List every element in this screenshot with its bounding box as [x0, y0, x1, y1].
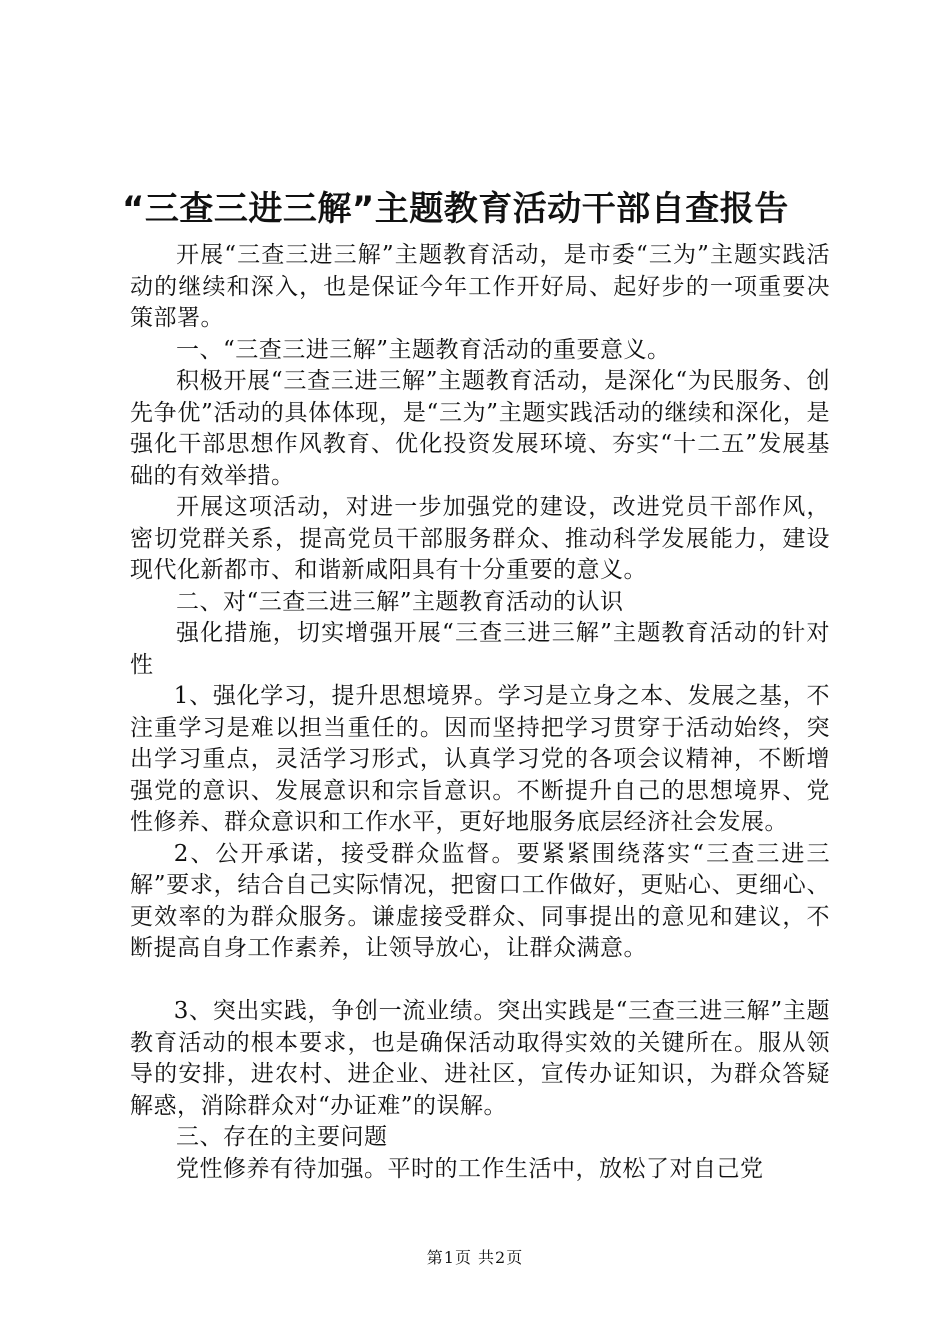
page-footer: 第1页 共2页: [426, 1248, 524, 1267]
intro-paragraph: 开展“三查三进三解”主题教育活动，是市委“三为”主题实践活动的继续和深入，也是保证今年工作开好局、起好步的一项重要决策部署。: [130, 242, 830, 331]
document-page: [122, 186, 830, 1185]
section-2-heading: 二、对“三查三进三解”主题教育活动的认识: [176, 588, 624, 615]
section-1-paragraph-2: 开展这项活动，对进一步加强党的建设，改进党员干部作风，密切党群关系，提高党员干部服务群众、推动科学发展能力，建设现代化新都市、和谐新咸阳具有十分重要的意义。: [130, 494, 830, 583]
item-3-paragraph: 3、突出实践，争创一流业绩。突出实践是“三查三进三解”主题教育活动的根本要求，也是确保活动取得实效的关键所在。服从领导的安排，进农村、进企业、进社区，宣传办证知识，为群众答疑解惑，消除群众对“办证难”的误解。: [130, 998, 830, 1119]
section-2-paragraph-1: 强化措施，切实增强开展“三查三进三解”主题教育活动的针对性: [130, 620, 830, 678]
section-1-paragraph-1: 积极开展“三查三进三解”主题教育活动，是深化“为民服务、创先争优”活动的具体体现，是“三为”主题实践活动的继续和深化，是强化干部思想作风教育、优化投资发展环境、夯实“十二五”发展基础的有效举措。: [130, 368, 830, 489]
blank-line: [130, 965, 830, 997]
document-title: “三查三进三解”主题教育活动干部自查报告: [122, 189, 789, 229]
section-1-heading: 一、“三查三进三解”主题教育活动的重要意义。: [176, 336, 671, 363]
section-3-heading: 三、存在的主要问题: [176, 1124, 388, 1150]
item-2-paragraph: 2、公开承诺，接受群众监督。要紧紧围绕落实“三查三进三解”要求，结合自己实际情况，把窗口工作做好，更贴心、更细心、更效率的为群众服务。谦虚接受群众、同事提出的意见和建议，不断提高自身工作素养，让领导放心，让群众满意。: [130, 840, 830, 961]
item-1-paragraph: 1、强化学习，提升思想境界。学习是立身之本、发展之基，不注重学习是难以担当重任的。因而坚持把学习贯穿于活动始终，突出学习重点，灵活学习形式，认真学习党的各项会议精神，不断增强党的意识、发展意识和宗旨意识。不断提升自己的思想境界、党性修养、群众意识和工作水平，更好地服务底层经济社会发展。: [130, 683, 830, 835]
section-3-paragraph-1: 党性修养有待加强。平时的工作生活中，放松了对自己党: [176, 1155, 764, 1182]
